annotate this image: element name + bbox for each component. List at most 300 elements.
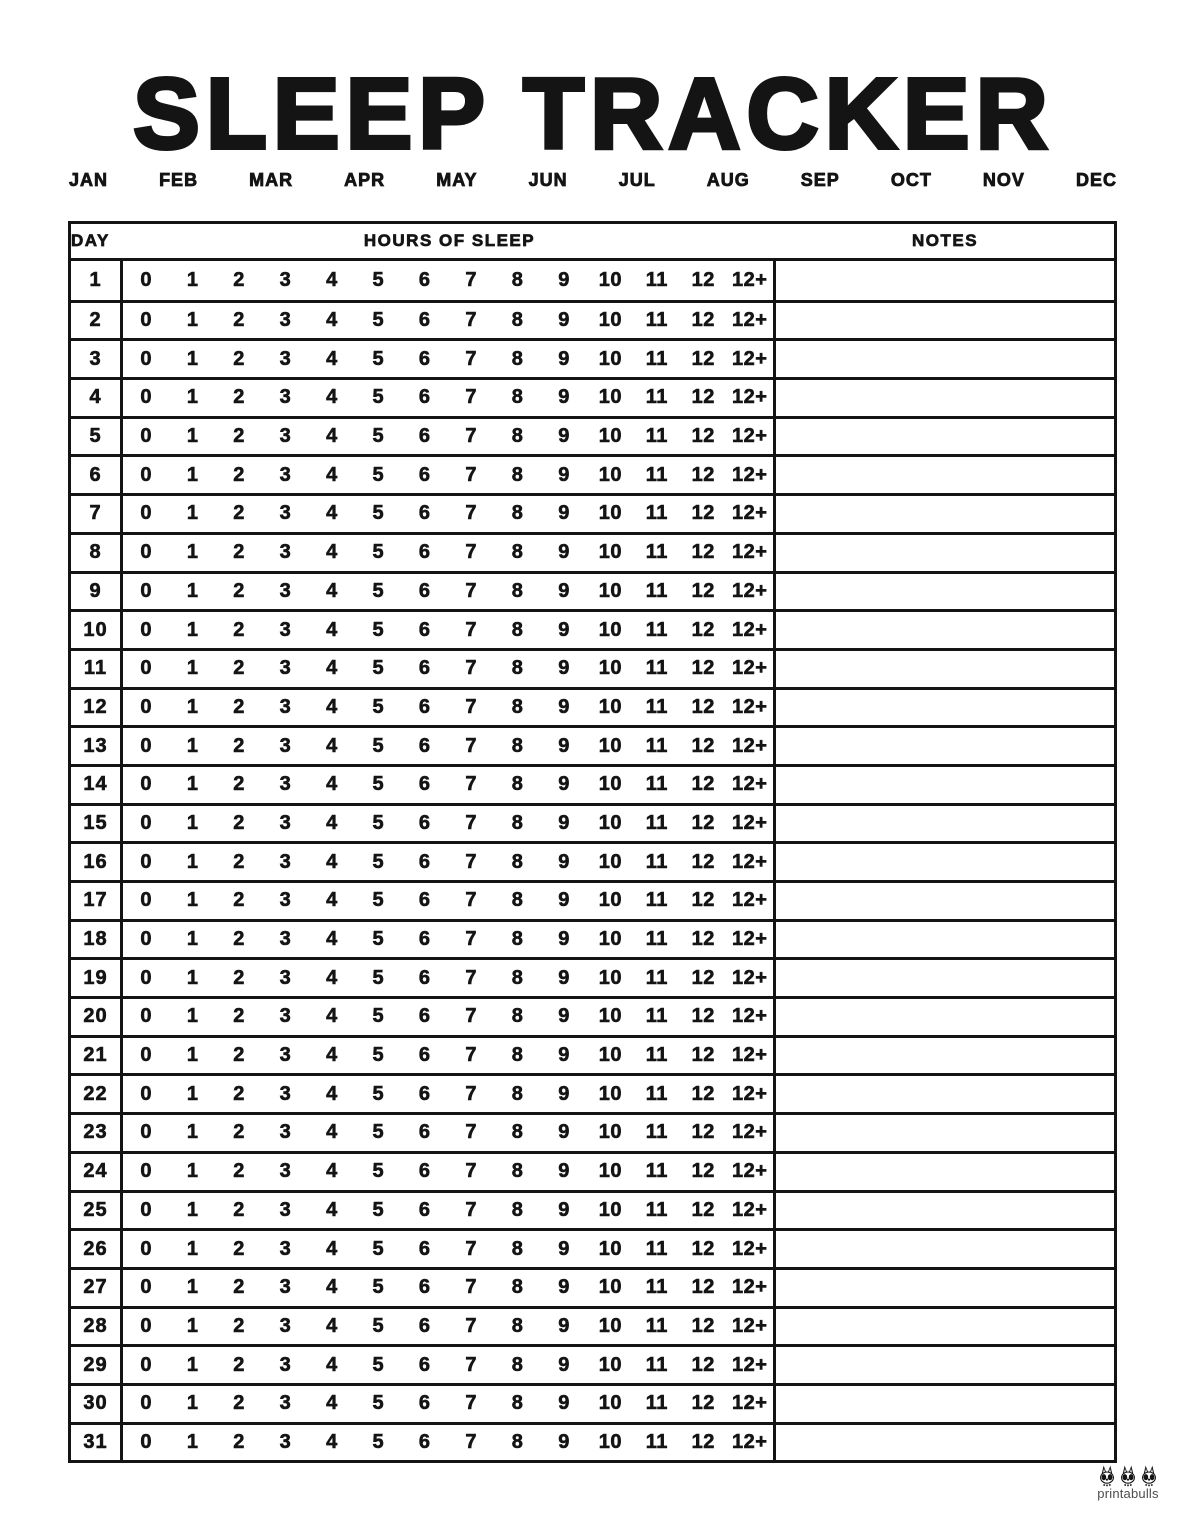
hour-option-7[interactable]: 7 xyxy=(465,850,477,873)
hour-option-2[interactable]: 2 xyxy=(233,579,245,602)
hour-option-12[interactable]: 12 xyxy=(691,850,715,873)
hour-option-2[interactable]: 2 xyxy=(233,425,245,448)
hour-option-0[interactable]: 0 xyxy=(140,579,153,602)
hour-option-4[interactable]: 4 xyxy=(326,1044,338,1067)
hour-option-4[interactable]: 4 xyxy=(326,1198,338,1221)
hour-option-12[interactable]: 12 xyxy=(691,386,715,409)
hour-option-4[interactable]: 4 xyxy=(326,1082,338,1105)
hour-option-5[interactable]: 5 xyxy=(372,268,385,291)
hour-option-4[interactable]: 4 xyxy=(326,541,338,564)
hour-option-8[interactable]: 8 xyxy=(511,1044,524,1067)
hour-option-8[interactable]: 8 xyxy=(511,463,524,486)
hour-option-3[interactable]: 3 xyxy=(279,657,292,680)
hour-option-5[interactable]: 5 xyxy=(372,579,385,602)
hour-option-12[interactable]: 12 xyxy=(691,1044,715,1067)
hour-option-4[interactable]: 4 xyxy=(326,889,338,912)
hour-option-4[interactable]: 4 xyxy=(326,1392,338,1415)
hour-option-9[interactable]: 9 xyxy=(558,618,570,641)
month-aug[interactable]: AUG xyxy=(706,170,750,190)
hour-option-8[interactable]: 8 xyxy=(511,657,524,680)
hour-option-1[interactable]: 1 xyxy=(186,966,199,989)
hour-option-3[interactable]: 3 xyxy=(279,425,292,448)
hour-option-1[interactable]: 1 xyxy=(186,1430,199,1453)
hour-option-3[interactable]: 3 xyxy=(279,1237,292,1260)
hour-option-2[interactable]: 2 xyxy=(233,386,245,409)
hour-option-9[interactable]: 9 xyxy=(558,1121,570,1144)
hour-option-6[interactable]: 6 xyxy=(418,579,431,602)
notes-field[interactable] xyxy=(776,574,1114,610)
notes-field[interactable] xyxy=(776,303,1114,339)
hour-option-11[interactable]: 11 xyxy=(645,773,668,796)
hour-option-2[interactable]: 2 xyxy=(233,850,245,873)
hour-option-11[interactable]: 11 xyxy=(645,1044,668,1067)
hour-option-7[interactable]: 7 xyxy=(465,1276,477,1299)
hour-option-11[interactable]: 11 xyxy=(645,386,668,409)
notes-field[interactable] xyxy=(776,1193,1114,1229)
hour-option-12[interactable]: 12 xyxy=(691,1276,715,1299)
hour-option-10[interactable]: 10 xyxy=(598,773,623,796)
hour-option-9[interactable]: 9 xyxy=(558,502,570,525)
hour-option-5[interactable]: 5 xyxy=(372,1314,385,1337)
hour-option-12[interactable]: 12 xyxy=(691,1314,715,1337)
hour-option-11[interactable]: 11 xyxy=(645,1392,668,1415)
hour-option-3[interactable]: 3 xyxy=(279,695,292,718)
hour-option-3[interactable]: 3 xyxy=(279,268,292,291)
hour-option-4[interactable]: 4 xyxy=(326,811,338,834)
hour-option-11[interactable]: 11 xyxy=(645,1005,668,1028)
hour-option-3[interactable]: 3 xyxy=(279,1044,292,1067)
hour-option-6[interactable]: 6 xyxy=(418,850,431,873)
notes-field[interactable] xyxy=(776,419,1114,455)
hour-option-12+[interactable]: 12+ xyxy=(731,695,768,718)
hour-option-3[interactable]: 3 xyxy=(279,1353,292,1376)
hour-option-5[interactable]: 5 xyxy=(372,1237,385,1260)
hour-option-10[interactable]: 10 xyxy=(598,618,623,641)
hour-option-11[interactable]: 11 xyxy=(645,1237,668,1260)
notes-field[interactable] xyxy=(776,999,1114,1035)
hour-option-2[interactable]: 2 xyxy=(233,268,245,291)
hour-option-2[interactable]: 2 xyxy=(233,889,245,912)
hour-option-5[interactable]: 5 xyxy=(372,386,385,409)
hour-option-7[interactable]: 7 xyxy=(465,1430,477,1453)
notes-field[interactable] xyxy=(776,1309,1114,1345)
hour-option-0[interactable]: 0 xyxy=(140,1237,153,1260)
hour-option-1[interactable]: 1 xyxy=(186,1237,199,1260)
hour-option-5[interactable]: 5 xyxy=(372,811,385,834)
hour-option-10[interactable]: 10 xyxy=(598,1198,623,1221)
hour-option-12+[interactable]: 12+ xyxy=(731,1198,768,1221)
hour-option-1[interactable]: 1 xyxy=(186,386,199,409)
month-mar[interactable]: MAR xyxy=(249,170,294,190)
hour-option-12+[interactable]: 12+ xyxy=(731,268,768,291)
hour-option-4[interactable]: 4 xyxy=(326,309,338,332)
hour-option-9[interactable]: 9 xyxy=(558,1237,570,1260)
hour-option-5[interactable]: 5 xyxy=(372,928,385,951)
hour-option-2[interactable]: 2 xyxy=(233,1082,245,1105)
hour-option-5[interactable]: 5 xyxy=(372,850,385,873)
hour-option-8[interactable]: 8 xyxy=(511,425,524,448)
hour-option-9[interactable]: 9 xyxy=(558,657,570,680)
hour-option-1[interactable]: 1 xyxy=(186,850,199,873)
hour-option-7[interactable]: 7 xyxy=(465,1353,477,1376)
hour-option-9[interactable]: 9 xyxy=(558,889,570,912)
hour-option-9[interactable]: 9 xyxy=(558,347,570,370)
hour-option-6[interactable]: 6 xyxy=(418,1276,431,1299)
hour-option-2[interactable]: 2 xyxy=(233,811,245,834)
hour-option-12+[interactable]: 12+ xyxy=(731,1392,768,1415)
hour-option-4[interactable]: 4 xyxy=(326,579,338,602)
hour-option-5[interactable]: 5 xyxy=(372,463,385,486)
hour-option-5[interactable]: 5 xyxy=(372,502,385,525)
hour-option-9[interactable]: 9 xyxy=(558,1198,570,1221)
hour-option-1[interactable]: 1 xyxy=(186,1198,199,1221)
hour-option-6[interactable]: 6 xyxy=(418,1237,431,1260)
hour-option-10[interactable]: 10 xyxy=(598,1392,623,1415)
hour-option-6[interactable]: 6 xyxy=(418,1198,431,1221)
hour-option-5[interactable]: 5 xyxy=(372,425,385,448)
hour-option-11[interactable]: 11 xyxy=(645,579,668,602)
hour-option-7[interactable]: 7 xyxy=(465,463,477,486)
hour-option-1[interactable]: 1 xyxy=(186,618,199,641)
hour-option-7[interactable]: 7 xyxy=(465,889,477,912)
hour-option-0[interactable]: 0 xyxy=(140,1276,153,1299)
hour-option-6[interactable]: 6 xyxy=(418,386,431,409)
hour-option-4[interactable]: 4 xyxy=(326,618,338,641)
hour-option-10[interactable]: 10 xyxy=(598,1121,623,1144)
hour-option-12[interactable]: 12 xyxy=(691,1392,715,1415)
hour-option-11[interactable]: 11 xyxy=(645,657,668,680)
hour-option-11[interactable]: 11 xyxy=(645,1276,668,1299)
hour-option-3[interactable]: 3 xyxy=(279,1198,292,1221)
hour-option-0[interactable]: 0 xyxy=(140,1198,153,1221)
hour-option-9[interactable]: 9 xyxy=(558,309,570,332)
hour-option-12+[interactable]: 12+ xyxy=(731,773,768,796)
hour-option-11[interactable]: 11 xyxy=(645,1082,668,1105)
hour-option-12[interactable]: 12 xyxy=(691,268,715,291)
hour-option-6[interactable]: 6 xyxy=(418,502,431,525)
hour-option-4[interactable]: 4 xyxy=(326,1121,338,1144)
hour-option-6[interactable]: 6 xyxy=(418,889,431,912)
hour-option-3[interactable]: 3 xyxy=(279,579,292,602)
hour-option-9[interactable]: 9 xyxy=(558,579,570,602)
hour-option-11[interactable]: 11 xyxy=(645,734,668,757)
hour-option-12[interactable]: 12 xyxy=(691,889,715,912)
hour-option-4[interactable]: 4 xyxy=(326,928,338,951)
hour-option-10[interactable]: 10 xyxy=(598,1276,623,1299)
hour-option-12+[interactable]: 12+ xyxy=(731,657,768,680)
notes-field[interactable] xyxy=(776,883,1114,919)
hour-option-8[interactable]: 8 xyxy=(511,309,524,332)
hour-option-7[interactable]: 7 xyxy=(465,695,477,718)
hour-option-11[interactable]: 11 xyxy=(645,502,668,525)
hour-option-2[interactable]: 2 xyxy=(233,695,245,718)
hour-option-3[interactable]: 3 xyxy=(279,1430,292,1453)
hour-option-7[interactable]: 7 xyxy=(465,1160,477,1183)
hour-option-9[interactable]: 9 xyxy=(558,541,570,564)
hour-option-11[interactable]: 11 xyxy=(645,928,668,951)
hour-option-4[interactable]: 4 xyxy=(326,268,338,291)
hour-option-5[interactable]: 5 xyxy=(372,309,385,332)
hour-option-2[interactable]: 2 xyxy=(233,541,245,564)
hour-option-3[interactable]: 3 xyxy=(279,1121,292,1144)
hour-option-6[interactable]: 6 xyxy=(418,695,431,718)
hour-option-8[interactable]: 8 xyxy=(511,502,524,525)
notes-field[interactable] xyxy=(776,1076,1114,1112)
hour-option-7[interactable]: 7 xyxy=(465,309,477,332)
hour-option-2[interactable]: 2 xyxy=(233,1237,245,1260)
hour-option-8[interactable]: 8 xyxy=(511,1198,524,1221)
hour-option-9[interactable]: 9 xyxy=(558,734,570,757)
hour-option-12[interactable]: 12 xyxy=(691,1005,715,1028)
hour-option-12+[interactable]: 12+ xyxy=(731,734,768,757)
hour-option-10[interactable]: 10 xyxy=(598,1314,623,1337)
hour-option-2[interactable]: 2 xyxy=(233,1276,245,1299)
hour-option-7[interactable]: 7 xyxy=(465,541,477,564)
hour-option-7[interactable]: 7 xyxy=(465,811,477,834)
hour-option-6[interactable]: 6 xyxy=(418,1005,431,1028)
hour-option-12+[interactable]: 12+ xyxy=(731,1353,768,1376)
notes-field[interactable] xyxy=(776,1347,1114,1383)
hour-option-7[interactable]: 7 xyxy=(465,1314,477,1337)
notes-field[interactable] xyxy=(776,496,1114,532)
hour-option-10[interactable]: 10 xyxy=(598,309,623,332)
hour-option-6[interactable]: 6 xyxy=(418,1314,431,1337)
hour-option-5[interactable]: 5 xyxy=(372,695,385,718)
hour-option-12[interactable]: 12 xyxy=(691,1082,715,1105)
hour-option-10[interactable]: 10 xyxy=(598,347,623,370)
hour-option-6[interactable]: 6 xyxy=(418,1392,431,1415)
notes-field[interactable] xyxy=(776,380,1114,416)
hour-option-8[interactable]: 8 xyxy=(511,850,524,873)
hour-option-7[interactable]: 7 xyxy=(465,618,477,641)
hour-option-1[interactable]: 1 xyxy=(186,1044,199,1067)
hour-option-3[interactable]: 3 xyxy=(279,928,292,951)
hour-option-10[interactable]: 10 xyxy=(598,889,623,912)
hour-option-9[interactable]: 9 xyxy=(558,1160,570,1183)
hour-option-0[interactable]: 0 xyxy=(140,1044,153,1067)
hour-option-9[interactable]: 9 xyxy=(558,1430,570,1453)
hour-option-10[interactable]: 10 xyxy=(598,1160,623,1183)
hour-option-0[interactable]: 0 xyxy=(140,1082,153,1105)
hour-option-4[interactable]: 4 xyxy=(326,1237,338,1260)
notes-field[interactable] xyxy=(776,1115,1114,1151)
hour-option-10[interactable]: 10 xyxy=(598,1353,623,1376)
notes-field[interactable] xyxy=(776,1231,1114,1267)
hour-option-12[interactable]: 12 xyxy=(691,773,715,796)
hour-option-9[interactable]: 9 xyxy=(558,1314,570,1337)
hour-option-11[interactable]: 11 xyxy=(645,966,668,989)
hour-option-9[interactable]: 9 xyxy=(558,386,570,409)
hour-option-8[interactable]: 8 xyxy=(511,1276,524,1299)
hour-option-8[interactable]: 8 xyxy=(511,618,524,641)
hour-option-2[interactable]: 2 xyxy=(233,773,245,796)
hour-option-0[interactable]: 0 xyxy=(140,541,153,564)
notes-field[interactable] xyxy=(776,690,1114,726)
hour-option-4[interactable]: 4 xyxy=(326,347,338,370)
hour-option-8[interactable]: 8 xyxy=(511,1121,524,1144)
notes-field[interactable] xyxy=(776,261,1114,300)
hour-option-8[interactable]: 8 xyxy=(511,268,524,291)
hour-option-0[interactable]: 0 xyxy=(140,1160,153,1183)
hour-option-2[interactable]: 2 xyxy=(233,502,245,525)
hour-option-0[interactable]: 0 xyxy=(140,1314,153,1337)
hour-option-12[interactable]: 12 xyxy=(691,502,715,525)
hour-option-0[interactable]: 0 xyxy=(140,425,153,448)
hour-option-1[interactable]: 1 xyxy=(186,928,199,951)
hour-option-0[interactable]: 0 xyxy=(140,1005,153,1028)
hour-option-12[interactable]: 12 xyxy=(691,1353,715,1376)
hour-option-4[interactable]: 4 xyxy=(326,386,338,409)
hour-option-0[interactable]: 0 xyxy=(140,1121,153,1144)
hour-option-1[interactable]: 1 xyxy=(186,1121,199,1144)
hour-option-10[interactable]: 10 xyxy=(598,657,623,680)
hour-option-4[interactable]: 4 xyxy=(326,425,338,448)
hour-option-8[interactable]: 8 xyxy=(511,541,524,564)
hour-option-3[interactable]: 3 xyxy=(279,1314,292,1337)
hour-option-0[interactable]: 0 xyxy=(140,502,153,525)
hour-option-8[interactable]: 8 xyxy=(511,889,524,912)
hour-option-10[interactable]: 10 xyxy=(598,579,623,602)
hour-option-9[interactable]: 9 xyxy=(558,850,570,873)
hour-option-10[interactable]: 10 xyxy=(598,966,623,989)
hour-option-2[interactable]: 2 xyxy=(233,1044,245,1067)
hour-option-3[interactable]: 3 xyxy=(279,347,292,370)
hour-option-11[interactable]: 11 xyxy=(645,1353,668,1376)
hour-option-3[interactable]: 3 xyxy=(279,773,292,796)
hour-option-12+[interactable]: 12+ xyxy=(731,309,768,332)
notes-field[interactable] xyxy=(776,457,1114,493)
hour-option-9[interactable]: 9 xyxy=(558,1353,570,1376)
hour-option-3[interactable]: 3 xyxy=(279,386,292,409)
hour-option-11[interactable]: 11 xyxy=(645,541,668,564)
hour-option-1[interactable]: 1 xyxy=(186,1276,199,1299)
hour-option-5[interactable]: 5 xyxy=(372,1198,385,1221)
hour-option-12+[interactable]: 12+ xyxy=(731,1044,768,1067)
hour-option-1[interactable]: 1 xyxy=(186,502,199,525)
hour-option-4[interactable]: 4 xyxy=(326,734,338,757)
hour-option-12+[interactable]: 12+ xyxy=(731,1276,768,1299)
hour-option-9[interactable]: 9 xyxy=(558,1276,570,1299)
hour-option-4[interactable]: 4 xyxy=(326,695,338,718)
hour-option-12+[interactable]: 12+ xyxy=(731,889,768,912)
hour-option-12+[interactable]: 12+ xyxy=(731,1314,768,1337)
hour-option-2[interactable]: 2 xyxy=(233,347,245,370)
hour-option-1[interactable]: 1 xyxy=(186,734,199,757)
hour-option-4[interactable]: 4 xyxy=(326,463,338,486)
notes-field[interactable] xyxy=(776,844,1114,880)
hour-option-0[interactable]: 0 xyxy=(140,850,153,873)
hour-option-8[interactable]: 8 xyxy=(511,734,524,757)
hour-option-1[interactable]: 1 xyxy=(186,1392,199,1415)
hour-option-1[interactable]: 1 xyxy=(186,309,199,332)
hour-option-4[interactable]: 4 xyxy=(326,966,338,989)
notes-field[interactable] xyxy=(776,1038,1114,1074)
hour-option-10[interactable]: 10 xyxy=(598,811,623,834)
hour-option-3[interactable]: 3 xyxy=(279,618,292,641)
hour-option-1[interactable]: 1 xyxy=(186,811,199,834)
hour-option-3[interactable]: 3 xyxy=(279,502,292,525)
hour-option-1[interactable]: 1 xyxy=(186,773,199,796)
hour-option-6[interactable]: 6 xyxy=(418,541,431,564)
hour-option-10[interactable]: 10 xyxy=(598,268,623,291)
hour-option-12+[interactable]: 12+ xyxy=(731,1237,768,1260)
hour-option-5[interactable]: 5 xyxy=(372,773,385,796)
notes-field[interactable] xyxy=(776,341,1114,377)
hour-option-11[interactable]: 11 xyxy=(645,811,668,834)
hour-option-11[interactable]: 11 xyxy=(645,463,668,486)
hour-option-7[interactable]: 7 xyxy=(465,425,477,448)
hour-option-1[interactable]: 1 xyxy=(186,1353,199,1376)
hour-option-10[interactable]: 10 xyxy=(598,1082,623,1105)
month-jan[interactable]: JAN xyxy=(69,170,109,190)
hour-option-10[interactable]: 10 xyxy=(598,386,623,409)
hour-option-5[interactable]: 5 xyxy=(372,1005,385,1028)
hour-option-12+[interactable]: 12+ xyxy=(731,1121,768,1144)
hour-option-1[interactable]: 1 xyxy=(186,1005,199,1028)
hour-option-6[interactable]: 6 xyxy=(418,1430,431,1453)
hour-option-6[interactable]: 6 xyxy=(418,928,431,951)
hour-option-7[interactable]: 7 xyxy=(465,502,477,525)
hour-option-6[interactable]: 6 xyxy=(418,1121,431,1144)
hour-option-6[interactable]: 6 xyxy=(418,268,431,291)
hour-option-0[interactable]: 0 xyxy=(140,309,153,332)
hour-option-6[interactable]: 6 xyxy=(418,734,431,757)
hour-option-7[interactable]: 7 xyxy=(465,1082,477,1105)
hour-option-5[interactable]: 5 xyxy=(372,1392,385,1415)
hour-option-8[interactable]: 8 xyxy=(511,386,524,409)
hour-option-3[interactable]: 3 xyxy=(279,541,292,564)
hour-option-10[interactable]: 10 xyxy=(598,850,623,873)
hour-option-11[interactable]: 11 xyxy=(645,889,668,912)
hour-option-12[interactable]: 12 xyxy=(691,618,715,641)
hour-option-11[interactable]: 11 xyxy=(645,618,668,641)
hour-option-11[interactable]: 11 xyxy=(645,347,668,370)
hour-option-5[interactable]: 5 xyxy=(372,1353,385,1376)
hour-option-11[interactable]: 11 xyxy=(645,309,668,332)
notes-field[interactable] xyxy=(776,1425,1114,1461)
hour-option-12+[interactable]: 12+ xyxy=(731,1430,768,1453)
hour-option-7[interactable]: 7 xyxy=(465,1044,477,1067)
hour-option-11[interactable]: 11 xyxy=(645,1160,668,1183)
hour-option-7[interactable]: 7 xyxy=(465,928,477,951)
hour-option-8[interactable]: 8 xyxy=(511,347,524,370)
hour-option-11[interactable]: 11 xyxy=(645,1121,668,1144)
hour-option-9[interactable]: 9 xyxy=(558,966,570,989)
month-sep[interactable]: SEP xyxy=(800,170,840,190)
hour-option-0[interactable]: 0 xyxy=(140,1353,153,1376)
hour-option-4[interactable]: 4 xyxy=(326,1353,338,1376)
hour-option-2[interactable]: 2 xyxy=(233,1392,245,1415)
month-oct[interactable]: OCT xyxy=(890,170,932,190)
notes-field[interactable] xyxy=(776,651,1114,687)
hour-option-12+[interactable]: 12+ xyxy=(731,850,768,873)
hour-option-12[interactable]: 12 xyxy=(691,966,715,989)
hour-option-1[interactable]: 1 xyxy=(186,268,199,291)
hour-option-0[interactable]: 0 xyxy=(140,889,153,912)
hour-option-0[interactable]: 0 xyxy=(140,386,153,409)
hour-option-2[interactable]: 2 xyxy=(233,1160,245,1183)
hour-option-3[interactable]: 3 xyxy=(279,1160,292,1183)
hour-option-8[interactable]: 8 xyxy=(511,1237,524,1260)
hour-option-1[interactable]: 1 xyxy=(186,463,199,486)
hour-option-8[interactable]: 8 xyxy=(511,966,524,989)
hour-option-3[interactable]: 3 xyxy=(279,966,292,989)
notes-field[interactable] xyxy=(776,728,1114,764)
hour-option-3[interactable]: 3 xyxy=(279,1005,292,1028)
hour-option-10[interactable]: 10 xyxy=(598,463,623,486)
hour-option-0[interactable]: 0 xyxy=(140,268,153,291)
hour-option-3[interactable]: 3 xyxy=(279,463,292,486)
